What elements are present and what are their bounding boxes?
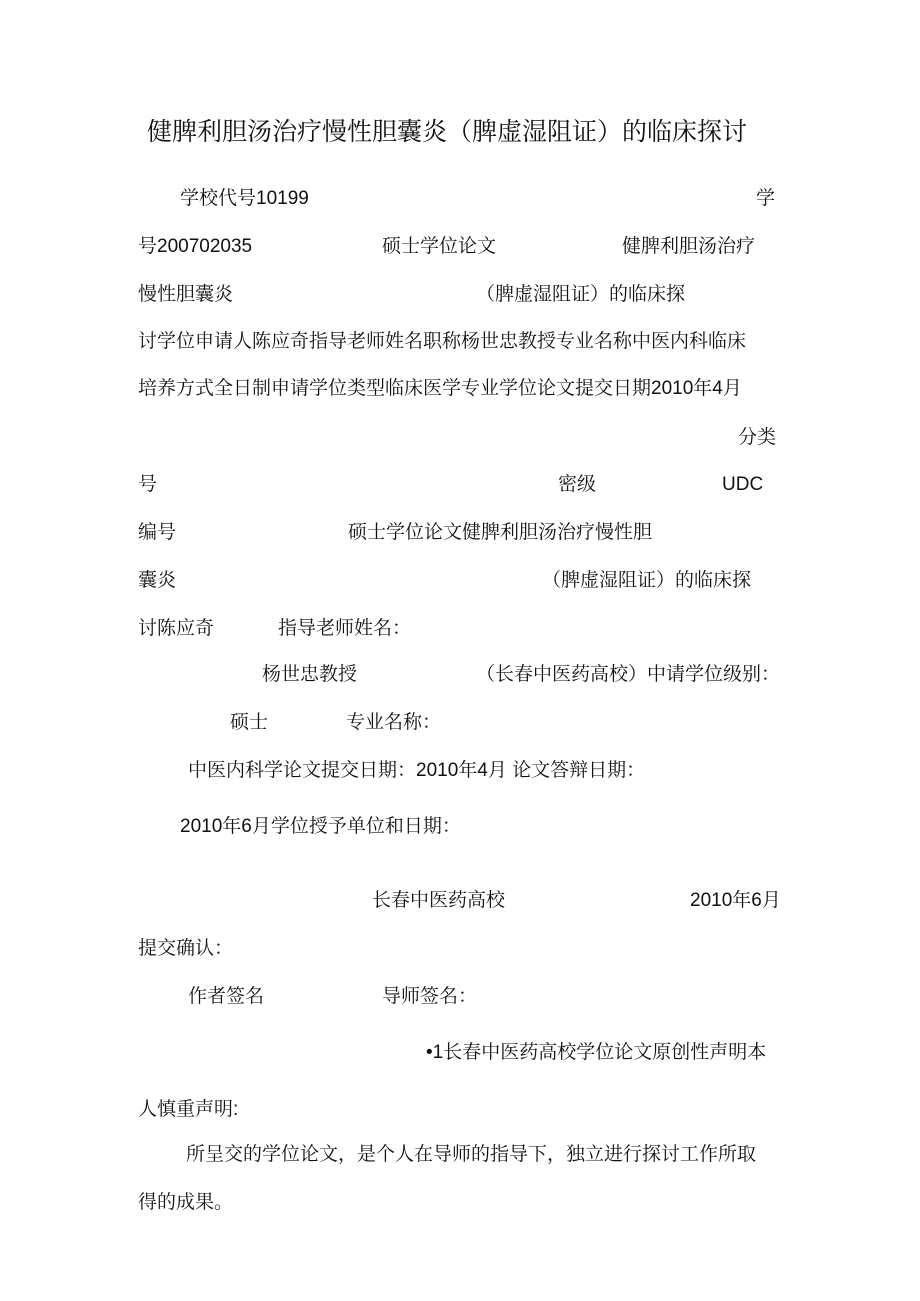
school-code: 学校代号10199 bbox=[180, 188, 309, 209]
thesis-title-repeat-2: 囊炎 bbox=[138, 570, 177, 591]
declaration-intro: 人慎重声明: bbox=[138, 1099, 239, 1120]
awarding-university: 长春中医药高校 bbox=[372, 890, 506, 911]
thesis-title-repeat-3: （脾虚湿阻证）的临床探 bbox=[542, 570, 752, 591]
training-info-line: 培养方式全日制申请学位类型临床医学专业学位论文提交日期2010年4月 bbox=[138, 378, 742, 399]
serial-number-label: 编号 bbox=[138, 522, 177, 543]
classification-number-label: 号 bbox=[138, 474, 158, 495]
security-level-label: 密级 bbox=[558, 474, 597, 495]
udc-label: UDC bbox=[722, 474, 764, 495]
thesis-title-part-1: 健脾利胆汤治疗 bbox=[622, 236, 756, 257]
declaration-body-line-1: 所呈交的学位论文，是个人在导师的指导下，独立进行探讨工作所取 bbox=[186, 1143, 757, 1165]
major-label: 专业名称： bbox=[346, 712, 442, 733]
thesis-title-repeat-1: 硕士学位论文健脾利胆汤治疗慢性胆 bbox=[348, 522, 653, 543]
advisor-signature-label: 导师签名： bbox=[382, 986, 478, 1007]
degree-level: 硕士 bbox=[230, 712, 269, 733]
author-signature-label: 作者签名 bbox=[188, 986, 265, 1007]
university-and-degree-level: （长春中医药高校）中请学位级别： bbox=[476, 664, 781, 685]
author-name: 讨陈应奇 bbox=[138, 618, 215, 639]
advisor-name-label: 指导老师姓名： bbox=[278, 618, 412, 639]
classification-label: 分类 bbox=[738, 427, 777, 448]
submission-confirmation-label: 提交确认： bbox=[138, 938, 234, 959]
awarding-date: 2010年6月 bbox=[690, 890, 781, 911]
declaration-body-line-2: 得的成果。 bbox=[138, 1191, 234, 1213]
applicant-info-line: 讨学位申请人陈应奇指导老师姓名职称杨世忠教授专业名称中医内科临床 bbox=[138, 331, 747, 352]
thesis-type: 硕士学位论文 bbox=[382, 236, 497, 257]
student-number-label-start: 学 bbox=[756, 188, 776, 209]
major-and-dates: 中医内科学论文提交日期：2010年4月 论文答辩日期： bbox=[188, 760, 646, 781]
defense-date-and-awarding-unit: 2010年6月学位授予单位和日期： bbox=[180, 816, 461, 837]
student-number: 号200702035 bbox=[138, 236, 253, 257]
document-title: 健脾利胆汤治疗慢性胆囊炎（脾虚湿阻证）的临床探讨 bbox=[147, 117, 748, 146]
thesis-title-part-3: （脾虚湿阻证）的临床探 bbox=[476, 284, 686, 305]
thesis-title-part-2: 慢性胆囊炎 bbox=[138, 284, 234, 305]
originality-declaration-heading: •1长春中医药高校学位论文原创性声明本 bbox=[426, 1042, 767, 1063]
advisor-name: 杨世忠教授 bbox=[262, 664, 358, 685]
